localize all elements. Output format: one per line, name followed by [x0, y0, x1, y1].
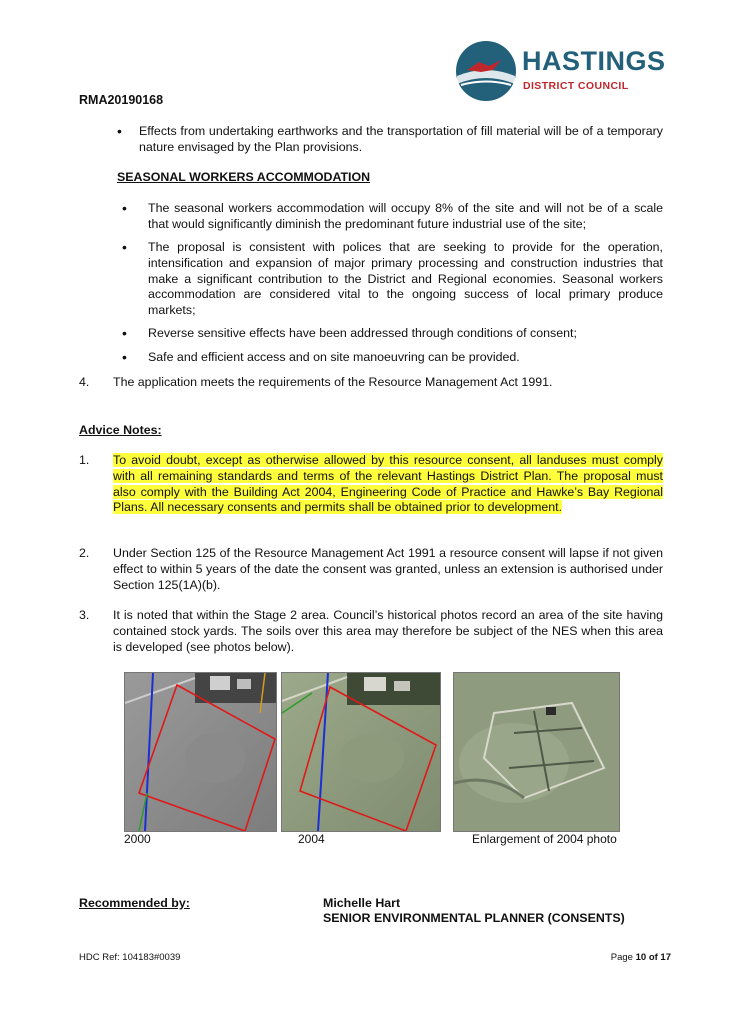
aerial-photo-2000-image: [125, 673, 276, 831]
item-4-number: 4.: [79, 375, 90, 389]
photo-caption-enlargement: Enlargement of 2004 photo: [472, 832, 617, 846]
earthworks-bullet-text: Effects from undertaking earthworks and the transportation of fill material will be of a temporary nature envisaged by the Plan provisions.: [139, 124, 663, 154]
advice-note-3-text: It is noted that within the Stage 2 area. Council’s historical photos record an area of the site having contained stock yards. The soils over this area may therefore be subject of the NES when this area is developed (see photos below).: [113, 608, 663, 654]
seasonal-bullet-1: The seasonal workers accommodation will occupy 8% of the site and will not be of a scale that would significantly diminish the predominant future industrial use of the site;: [148, 201, 663, 231]
signoff-name: Michelle Hart: [323, 896, 401, 910]
bullet-icon: •: [117, 123, 122, 139]
page-current: 10: [635, 952, 647, 963]
aerial-photo-2000: [124, 672, 277, 832]
document-reference: RMA20190168: [79, 93, 164, 107]
page-prefix: Page: [610, 952, 633, 963]
advice-note-1-number: 1.: [79, 453, 90, 467]
seasonal-bullet-4: Safe and efficient access and on site manoeuvring can be provided.: [148, 350, 520, 364]
bullet-icon: •: [122, 239, 127, 255]
photo-caption-2004: 2004: [298, 832, 325, 846]
item-4-text: The application meets the requirements of the Resource Management Act 1991.: [113, 375, 553, 389]
page-total: 17: [660, 952, 671, 963]
bullet-icon: •: [122, 349, 127, 365]
bullet-icon: •: [122, 200, 127, 216]
seasonal-bullet-3: Reverse sensitive effects have been addressed through conditions of consent;: [148, 326, 577, 340]
advice-notes-heading: Advice Notes:: [79, 423, 162, 437]
logo-subtitle: DISTRICT COUNCIL: [523, 80, 629, 92]
recommended-by-label: Recommended by:: [79, 896, 190, 910]
advice-note-1-text: To avoid doubt, except as otherwise allowed by this resource consent, all landuses must comply with all remaining standards and terms of the relevant Hastings District Plan. The proposal must also comply with the Building Act 2004, Engineering Code of Practice and Hawke’s Bay Regional Plans. All necessary consents and permits shall be obtained prior to development.: [113, 453, 663, 515]
advice-note-3-number: 3.: [79, 608, 90, 622]
seasonal-bullet-2: The proposal is consistent with polices that are seeking to provide for the operation, intensification and expansion of major primary processing and construction industries that make a significant contribution to the District and Regional economies. Seasonal workers accommodation are considered vital to the ongoing success of local primary produce markets;: [148, 240, 663, 318]
advice-note-1: [113, 453, 663, 516]
council-emblem-icon: [455, 40, 517, 102]
page-number: [596, 952, 671, 963]
signoff-title: SENIOR ENVIRONMENTAL PLANNER (CONSENTS): [323, 911, 625, 925]
aerial-photo-2004-image: [282, 673, 440, 831]
advice-note-2-text: Under Section 125 of the Resource Management Act 1991 a resource consent will lapse if not given effect to within 5 years of the date the consent was granted, unless an extension is authorised under Section 125(1A)(b).: [113, 546, 663, 592]
footer-hdc-reference: HDC Ref: 104183#0039: [79, 952, 181, 963]
council-logo: [455, 40, 665, 106]
advice-note-2-number: 2.: [79, 546, 90, 560]
aerial-photo-2004: [281, 672, 441, 832]
logo-name: HASTINGS: [522, 46, 666, 76]
bullet-icon: •: [122, 325, 127, 341]
seasonal-heading: SEASONAL WORKERS ACCOMMODATION: [117, 170, 371, 184]
page-of: of: [648, 952, 658, 963]
aerial-photo-enlargement-image: [454, 673, 619, 831]
aerial-photo-enlargement: [453, 672, 620, 832]
photo-caption-2000: 2000: [124, 832, 151, 846]
